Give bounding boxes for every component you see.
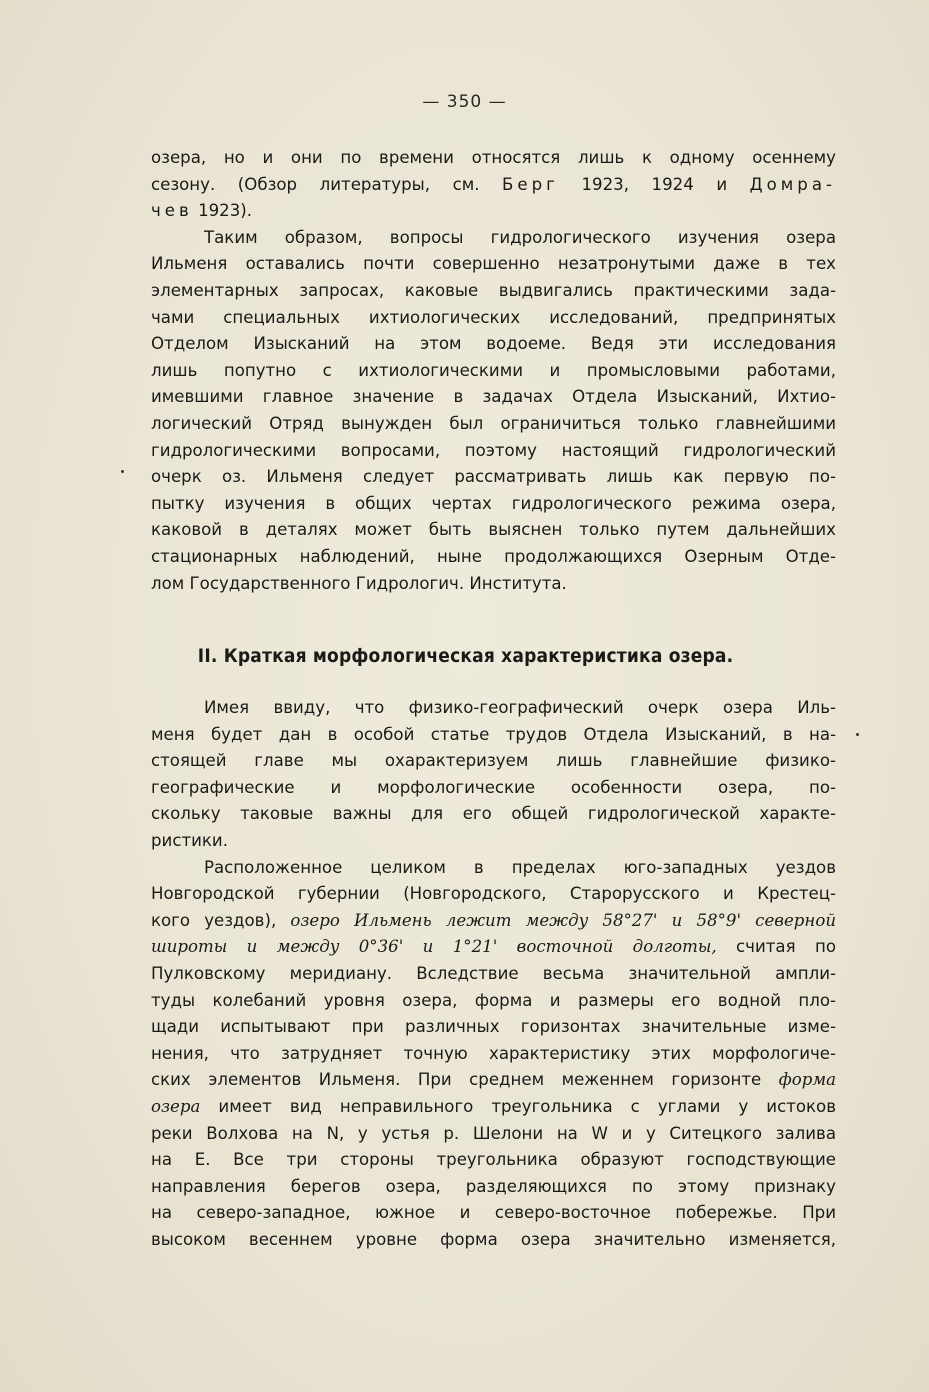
text-line [151, 1067, 836, 1094]
text-line: Пулковскому меридиану. Вследствие весьма значительной ампли- [151, 964, 836, 984]
section-heading: II. Краткая морфологическая характеристика озера. [197, 645, 734, 668]
paragraph-4 [151, 855, 836, 1254]
text-span: кого уездов), [151, 910, 291, 930]
text-line: на E. Все три стороны треугольника образуют господствующие [151, 1150, 836, 1170]
text-line: логический Отряд вынужден был ограничиться только главнейшими [151, 413, 836, 433]
text-span: считая по [716, 937, 836, 957]
text-line: имевшими главное значение в задачах Отдела Изысканий, Ихтио- [151, 387, 836, 407]
paragraph-1 [151, 145, 836, 225]
text-line: стационарных наблюдений, ныне продолжающихся Озерным Отде- [151, 546, 836, 566]
text-line: каковой в деталях может быть выяснен только путем дальнейших [151, 520, 836, 540]
text-line: направления берегов озера, разделяющихся по этому признаку [151, 1176, 836, 1196]
text-span: 1923). [192, 201, 253, 221]
text-line: стоящей главе мы охарактеризуем лишь главнейшие физико- [151, 751, 836, 771]
text-line: гидрологическими вопросами, поэтому настоящий гидрологический [151, 440, 836, 460]
text-line: Отделом Изысканий на этом водоеме. Ведя эти исследования [151, 334, 836, 354]
italic-text: озера [151, 1097, 201, 1116]
text-line: озера, но и они по времени относятся лишь к одному осеннему [151, 148, 836, 167]
text-line: географические и морфологические особенности озера, по- [151, 777, 836, 797]
author-name: Домра- [749, 174, 836, 194]
text-line [151, 934, 836, 961]
text-line: высоком весеннем уровне форма озера значительно изменяется, [151, 1229, 836, 1249]
text-line: чами специальных ихтиологических исследований, предпринятых [151, 307, 836, 327]
text-line: Новгородской губернии (Новгородского, Старорусского и Крестец- [151, 884, 836, 904]
author-name: чев [151, 201, 193, 221]
text-line: очерк оз. Ильменя следует рассматривать лишь как первую по- [151, 467, 836, 487]
author-name: Берг [502, 174, 559, 194]
text-line: лом Государственного Гидрологич. Института. [151, 573, 567, 593]
text-line: элементарных запросах, каковые выдвигались практическими зада- [151, 280, 836, 300]
page-number: — 350 — [422, 92, 507, 112]
paragraph-3 [151, 695, 836, 855]
text-line: скольку таковые важны для его общей гидрологической характе- [151, 804, 836, 824]
text-line: Таким образом, вопросы гидрологического изучения озера [204, 227, 836, 247]
text-line: Ильменя оставались почти совершенно незатронутыми даже в тех [151, 254, 836, 274]
text-line: меня будет дан в особой статье трудов Отдела Изысканий, в на- [151, 724, 836, 744]
italic-text: озеро Ильмень лежит между 58°27' и 58°9' северной [290, 910, 836, 930]
text-span: 1923, 1924 и [558, 174, 750, 194]
text-line: ристики. [151, 831, 228, 851]
text-line: Расположенное целиком в пределах юго-западных уездов [204, 857, 836, 877]
text-line: туды колебаний уровня озера, форма и размеры его водной пло- [151, 990, 836, 1010]
margin-dot [856, 733, 859, 736]
italic-text: форма [778, 1070, 836, 1090]
text-line: щади испытывают при различных горизонтах значительные изме- [151, 1017, 836, 1037]
paragraph-2 [151, 225, 836, 597]
text-line [151, 908, 836, 935]
italic-text: широты и между 0°36' и 1°21' восточной долготы, [151, 937, 717, 957]
text-line [151, 1094, 836, 1121]
text-line: лишь попутно с ихтиологическими и промысловыми работами, [151, 360, 836, 380]
text-line [151, 172, 836, 199]
text-line: реки Волхова на N, у устья р. Шелони на W и у Ситецкого залива [151, 1123, 836, 1143]
text-line: на северо-западное, южное и северо-восточное побережье. При [151, 1203, 836, 1223]
text-span: ских элементов Ильменя. При среднем меженнем горизонте [151, 1070, 779, 1090]
text-line: пытку изучения в общих чертах гидрологического режима озера, [151, 493, 836, 513]
text-line [151, 198, 836, 225]
body-text [151, 145, 836, 1254]
text-span: сезону. (Обзор литературы, см. [151, 174, 503, 194]
margin-dot [121, 470, 124, 473]
text-line: нения, что затрудняет точную характеристику этих морфологиче- [151, 1043, 836, 1063]
text-line: Имея ввиду, что физико-географический очерк озера Иль- [204, 698, 836, 718]
text-span: имеет вид неправильного треугольника с углами у истоков [200, 1097, 836, 1116]
